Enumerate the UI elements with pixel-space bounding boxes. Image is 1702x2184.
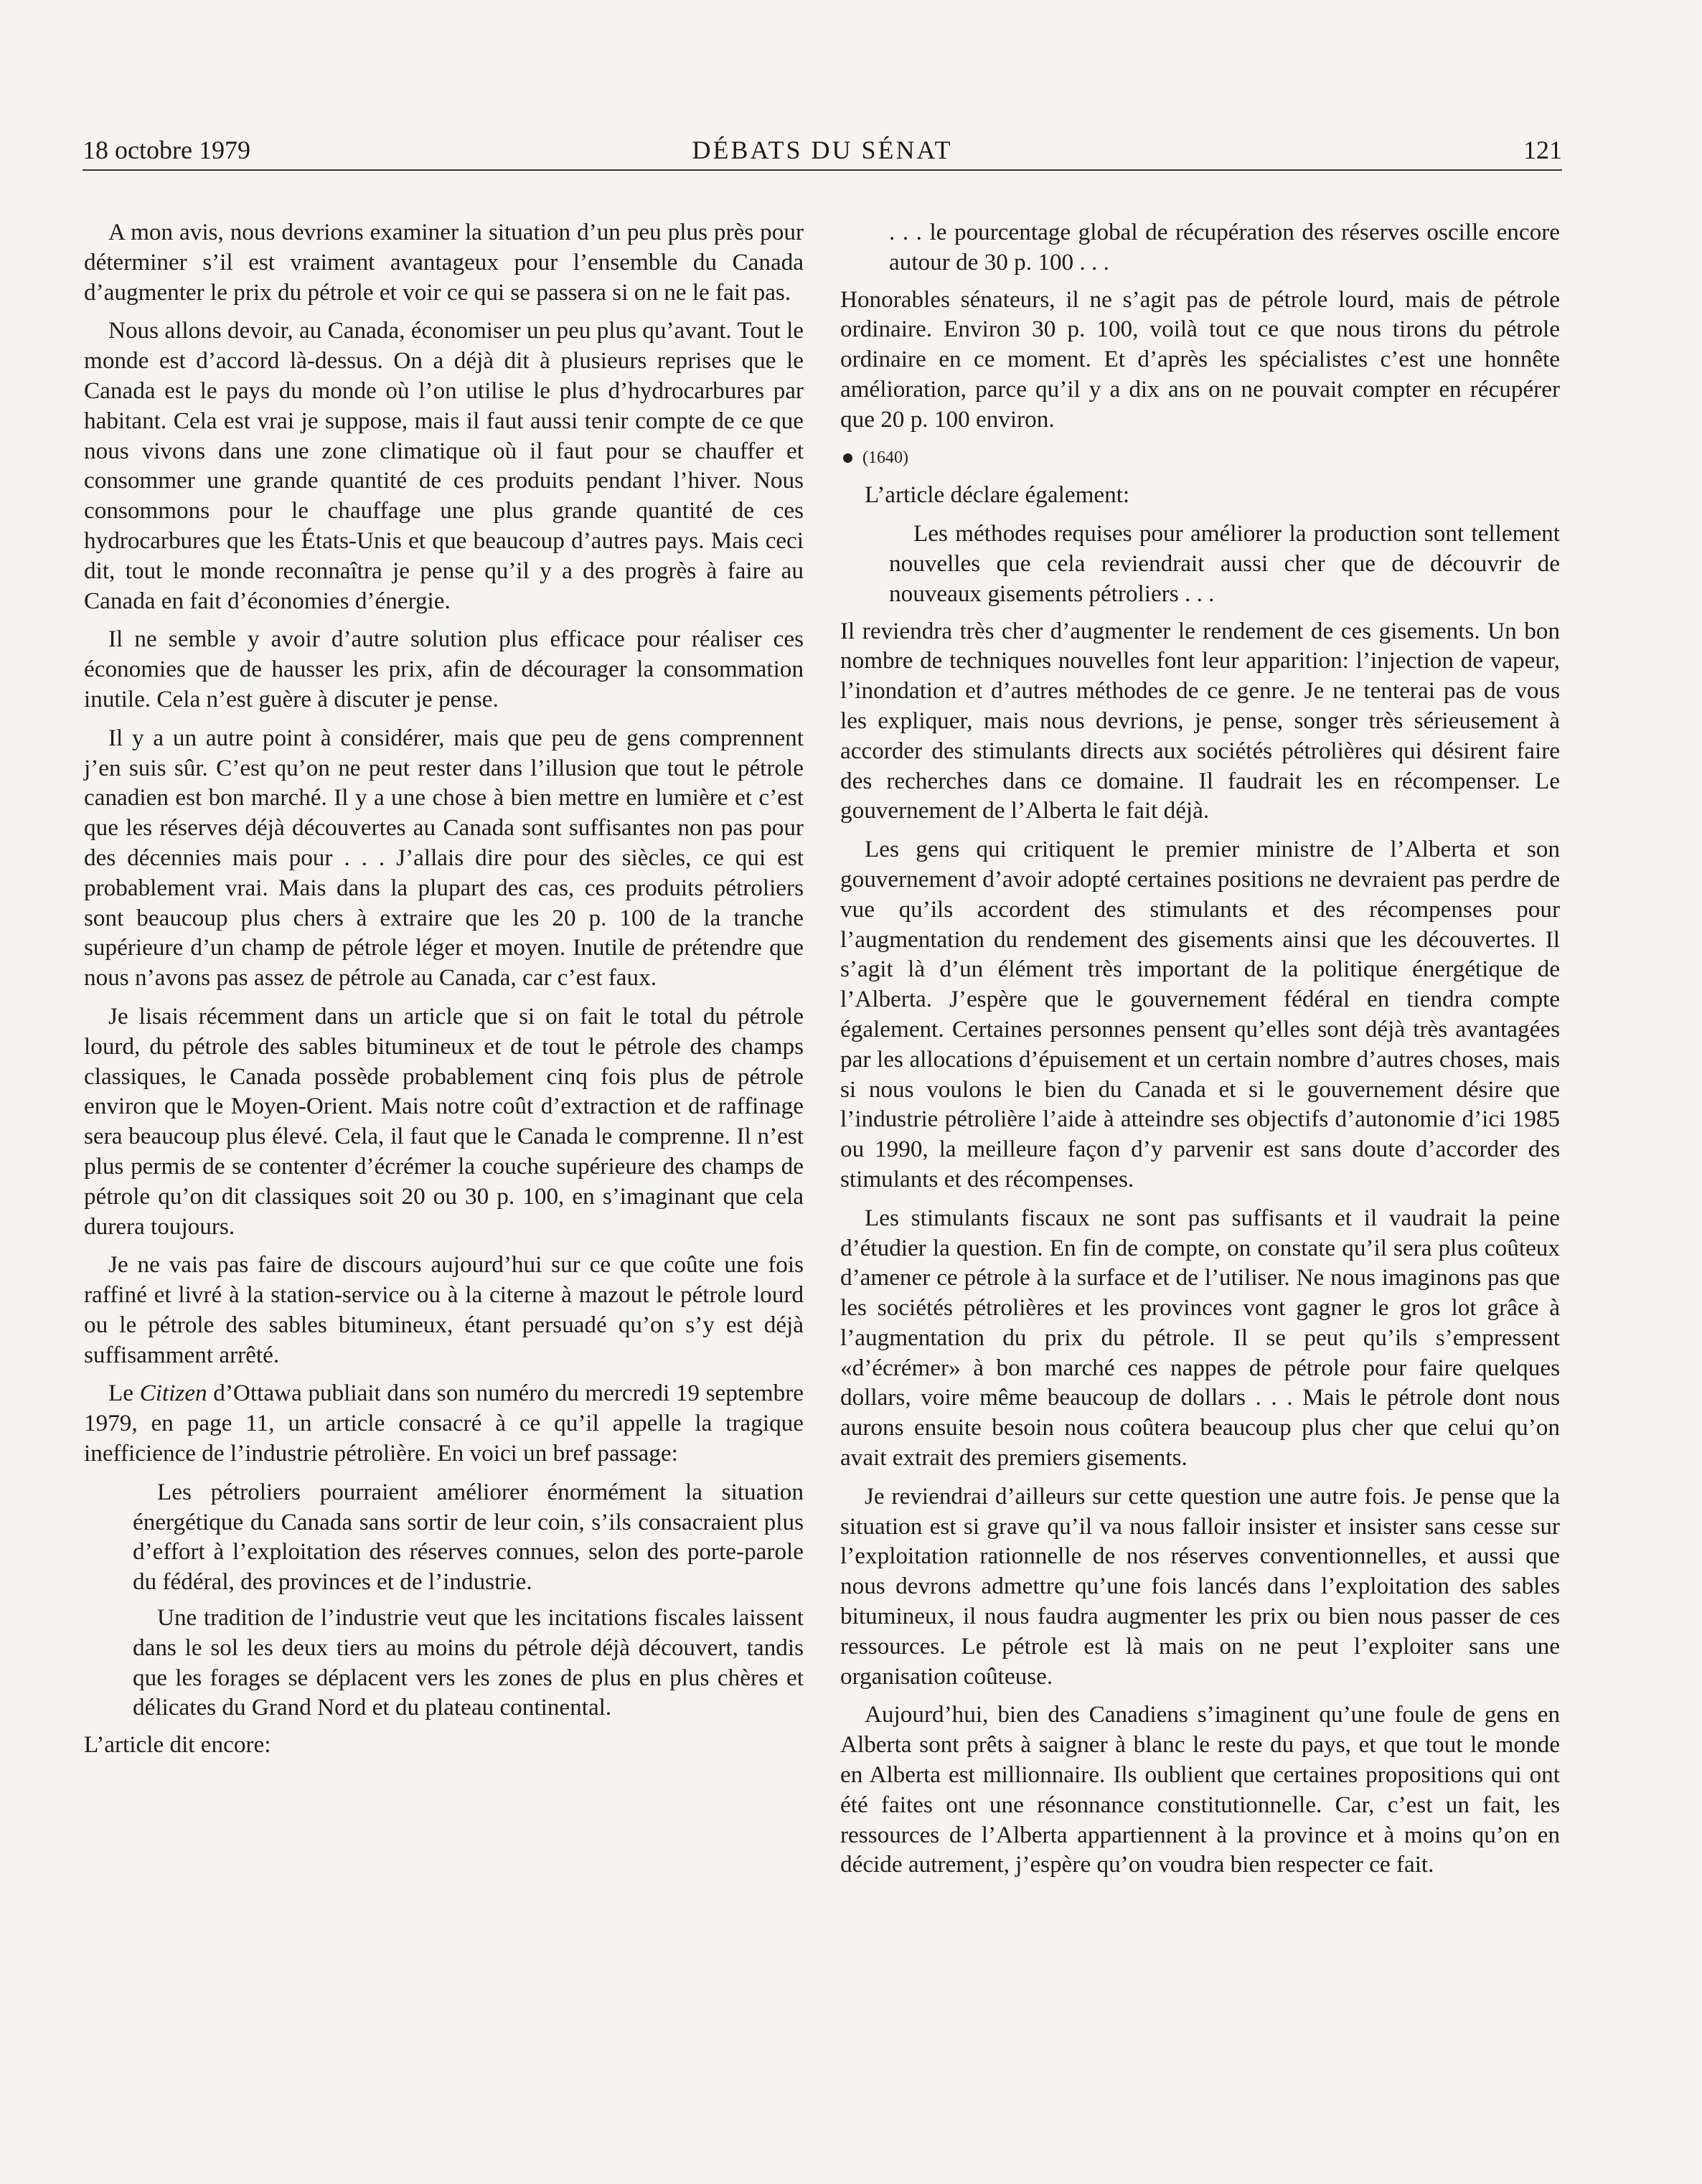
right-column xyxy=(840,217,1560,1888)
left-column xyxy=(84,217,804,1769)
paragraph: Je ne vais pas faire de discours aujourd’hui sur ce que coûte une fois raffiné et livré à la station-service ou à la citerne à mazout le pétrole lourd ou le pétrole des sables bitumineux, étant persuadé qu’on s’y est déjà suffisamment arrêté. xyxy=(84,1251,804,1368)
page-number: 121 xyxy=(1523,136,1562,164)
paragraph: Il y a un autre point à considérer, mais que peu de gens comprennent j’en suis sûr. C’est qu’on ne peut rester dans l’illusion que tout le pétrole canadien est bon marché. Il y a une chose à bien mettre en lumière et c’est que les réserves déjà découvertes au Canada sont suffisantes non pas pour des décennies mais pour . . . J’allais dire pour des siècles, ce qui est probablement vrai. Mais dans la plupart des cas, ces produits pétroliers sont beaucoup plus chers à extraire que les 20 p. 100 de la tranche supérieure d’un champ de pétrole léger et moyen. Inutile de prétendre que nous n’avons pas assez de pétrole au Canada, car c’est faux. xyxy=(84,724,804,992)
quotation xyxy=(840,217,1560,278)
header-date: 18 octobre 1979 xyxy=(83,136,250,164)
quote-paragraph: Les méthodes requises pour améliorer la production sont tellement nouvelles que cela reviendrait aussi cher que de découvrir de nouveaux gisements pétroliers . . . xyxy=(889,520,1560,607)
paragraph: Nous allons devoir, au Canada, économiser un peu plus qu’avant. Tout le monde est d’accord là-dessus. On a déjà dit à plusieurs reprises que le Canada est le pays du monde où l’on utilise le plus d’hydrocarbures par habitant. Cela est vrai je suppose, mais il faut aussi tenir compte de ce que nous vivons dans une zone climatique où il faut pour se chauffer et consommer une grande quantité de ces produits pendant l’hiver. Nous consommons pour le chauffage une plus grande quantité de ces hydrocarbures que les États-Unis et que beaucoup d’autres pays. Mais ceci dit, tout le monde reconnaîtra je pense qu’il y a des progrès à faire au Canada en fait d’économies d’énergie. xyxy=(84,317,804,614)
page-header xyxy=(83,133,1562,171)
paragraph: Je reviendrai d’ailleurs sur cette question une autre fois. Je pense que la situation est si grave qu’il va nous falloir insister et insister sans cesse sur l’exploitation rationnelle de nos réserves conventionnelles, et aussi que nous devrons admettre qu’une fois lancés dans l’exploitation des sables bitumineux, il nous faudra augmenter les prix ou bien nous passer de ces ressources. Le pétrole est là mais on ne peut l’exploiter sans une organisation coûteuse. xyxy=(840,1482,1560,1690)
paragraph: Aujourd’hui, bien des Canadiens s’imaginent qu’une foule de gens en Alberta sont prêts à saigner à blanc le reste du pays, et que tout le monde en Alberta est millionnaire. Ils oublient que certaines propositions qui ont été faites ont une résonnance constitutionnelle. Car, c’est un fait, les ressources de l’Alberta appartiennent à la province et à moins qu’on en décide autrement, j’espère qu’on voudra bien respecter ce fait. xyxy=(840,1701,1560,1878)
time-marker-label: (1640) xyxy=(862,448,908,467)
bullet-dot-icon xyxy=(843,453,852,463)
time-marker xyxy=(840,443,1560,474)
paragraph: Il ne semble y avoir d’autre solution plus efficace pour réaliser ces économies que de hausser les prix, afin de décourager la consommation inutile. Cela n’est guère à discuter je pense. xyxy=(84,626,804,712)
text-run: Le xyxy=(108,1380,140,1407)
paragraph: A mon avis, nous devrions examiner la situation d’un peu plus près pour déterminer s’il est vraiment avantageux pour l’ensemble du Canada d’augmenter le prix du pétrole et voir ce qui se passera si on ne le fait pas. xyxy=(84,219,804,306)
quote-paragraph: . . . le pourcentage global de récupération des réserves oscille encore autour de 30 p. 100 . . . xyxy=(889,219,1560,276)
header-title: DÉBATS DU SÉNAT xyxy=(692,136,953,164)
paragraph: L’article déclare également: xyxy=(865,481,1130,509)
paragraph: Je lisais récemment dans un article que si on fait le total du pétrole lourd, du pétrole des sables bitumineux et de tout le pétrole des champs classiques, le Canada possède probablement cinq fois plus de pétrole environ que le Moyen-Orient. Mais notre coût d’extraction et de raffinage sera beaucoup plus élevé. Cela, il faut que le Canada le comprenne. Il n’est plus permis de se contenter d’écrémer la couche supérieure des champs de pétrole qu’on dit classiques soit 20 ou 30 p. 100, en s’imaginant que cela durera toujours. xyxy=(84,1002,804,1240)
text-run: d’Ottawa publiait dans son numéro du mercredi 19 septembre 1979, en page 11, un article consacré à ce qu’il appelle la tragique inefficience de l’industrie pétrolière. En voici un bref passage: xyxy=(84,1380,804,1467)
paragraph xyxy=(84,1378,804,1468)
paragraph: Il reviendra très cher d’augmenter le rendement de ces gisements. Un bon nombre de techniques nouvelles font leur apparition: l’injection de vapeur, l’inondation et d’autres méthodes de ce genre. Je ne tenterai pas de vous les expliquer, mais nous devrions, je pense, songer très sérieusement à accorder des stimulants directs aux sociétés pétrolières qui désirent faire des recherches dans ce domaine. Il faudrait les en récompenser. Le gouvernement de l’Alberta le fait déjà. xyxy=(840,617,1560,824)
paragraph: Les stimulants fiscaux ne sont pas suffisants et il vaudrait la peine d’étudier la question. En fin de compte, on constate qu’il sera plus coûteux d’amener ce pétrole à la surface et de l’utiliser. Ne nous imaginons pas que les sociétés pétrolières et les provinces vont gagner le gros lot grâce à l’augmentation du prix du pétrole. Il se peut qu’ils s’empressent «d’écrémer» à bon marché ces nappes de pétrole pour faire quelques dollars, voire même beaucoup de dollars . . . Mais le pétrole dont nous aurons ensuite besoin nous coûtera beaucoup plus cher que celui qu’on avait extrait des premiers gisements. xyxy=(840,1204,1560,1472)
quote-paragraph: Une tradition de l’industrie veut que les incitations fiscales laissent dans le sol les deux tiers au moins du pétrole déjà découvert, tandis que les forages se déplacent vers les zones de plus en plus chères et délicates du Grand Nord et du plateau continental. xyxy=(133,1604,804,1721)
paragraph: Honorables sénateurs, il ne s’agit pas de pétrole lourd, mais de pétrole ordinaire. Environ 30 p. 100, voilà tout ce que nous tirons du pétrole ordinaire en ce moment. Et d’après les spécialistes c’est une honnête amélioration, parce qu’il y a dix ans on ne pouvait compter en récupérer que 20 p. 100 environ. xyxy=(840,286,1560,433)
paragraph: L’article dit encore: xyxy=(84,1731,271,1759)
quote-paragraph: Les pétroliers pourraient améliorer énormément la situation énergétique du Canada sans sortir de leur coin, s’ils consacraient plus d’effort à l’exploitation des réserves connues, selon des porte-parole du fédéral, des provinces et de l’industrie. xyxy=(133,1478,804,1596)
newspaper-name: Citizen xyxy=(139,1380,207,1407)
paragraph: Les gens qui critiquent le premier ministre de l’Alberta et son gouvernement d’avoir adopté certaines positions ne devraient pas perdre de vue qu’ils accordent des stimulants et des récompenses pour l’augmentation du rendement des gisements ainsi que les découvertes. Il s’agit là d’un élément très important de la politique énergétique de l’Alberta. J’espère que le gouvernement fédéral en tiendra compte également. Certaines personnes pensent qu’elles sont déjà très avantagées par les allocations d’épuisement et un certain nombre d’autres choses, mais si nous voulons le bien du Canada et si le gouvernement désire que l’industrie pétrolière l’aide à atteindre ses objectifs d’autonomie d’ici 1985 ou 1990, la meilleure façon d’y parvenir est sans doute d’accorder des stimulants et des récompenses. xyxy=(840,836,1560,1192)
quotation xyxy=(840,519,1560,608)
quotation xyxy=(84,1477,804,1723)
